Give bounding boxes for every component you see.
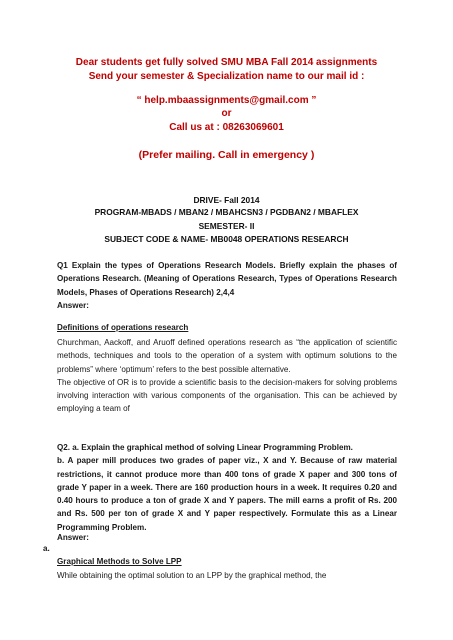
q2-part-a-marker: a. [43,544,50,553]
definitions-body [57,336,397,416]
q2-answer-label: Answer: [57,533,89,542]
promo-line-1: Dear students get fully solved SMU MBA Fall 2014 assignments [75,57,378,68]
drive-heading: DRIVE- Fall 2014 [193,195,260,205]
subject-heading: SUBJECT CODE & NAME- MB0048 OPERATIONS RESEARCH [104,234,349,244]
q2-block [57,441,397,534]
promo-or: or [221,108,232,119]
promo-note: (Prefer mailing. Call in emergency ) [138,149,315,161]
definitions-paragraph-2: The objective of OR is to provide a scientific basis to the decision-makers for solving problems involving interaction with various components of the organisation. This can be achieved by employing a team of [57,377,397,414]
promo-line-2: Send your semester & Specialization name to our mail id : [88,71,365,82]
definitions-title: Definitions of operations research [57,323,189,332]
q2-question-b: b. A paper mill produces two grades of paper viz., X and Y. Because of raw material restrictions, it cannot produce more than 400 tons of grade X paper and 300 tons of grade Y paper in a week. There are 160 production hours in a week. It requires 0.20 and 0.40 hours to produce a ton of grade X and Y papers. The mill earns a profit of Rs. 200 and Rs. 500 per ton of grade X and Y paper respectively. Formulate this as a Linear Programming Problem. [57,456,397,532]
q1-answer-label: Answer: [57,300,89,310]
graphical-methods-text: While obtaining the optimal solution to an LPP by the graphical method, the [57,571,327,580]
semester-heading: SEMESTER- II [198,221,255,231]
program-heading: PROGRAM-MBADS / MBAN2 / MBAHCSN3 / PGDBAN2 / MBAFLEX [94,207,359,217]
graphical-methods-title: Graphical Methods to Solve LPP [57,557,182,566]
q2-question-a: Q2. a. Explain the graphical method of solving Linear Programming Problem. [57,443,353,452]
q1-question: Q1 Explain the types of Operations Research Models. Briefly explain the phases of Operations Research. (Meaning of Operations Research, Types of Operations Research Models, Phases of Operations Research) 2,4,4 [57,261,397,297]
promo-email: “ help.mbaassignments@gmail.com ” [136,95,317,106]
promo-phone: Call us at : 08263069601 [169,122,284,133]
definitions-paragraph-1: Churchman, Aackoff, and Aruoff defined operations research as “the application of scientific methods, techniques and tools to the operation of a system with optimum solutions to the problems” where ‘optimum’ refers to the best possible alternative. [57,338,397,374]
q1-block [57,259,397,312]
